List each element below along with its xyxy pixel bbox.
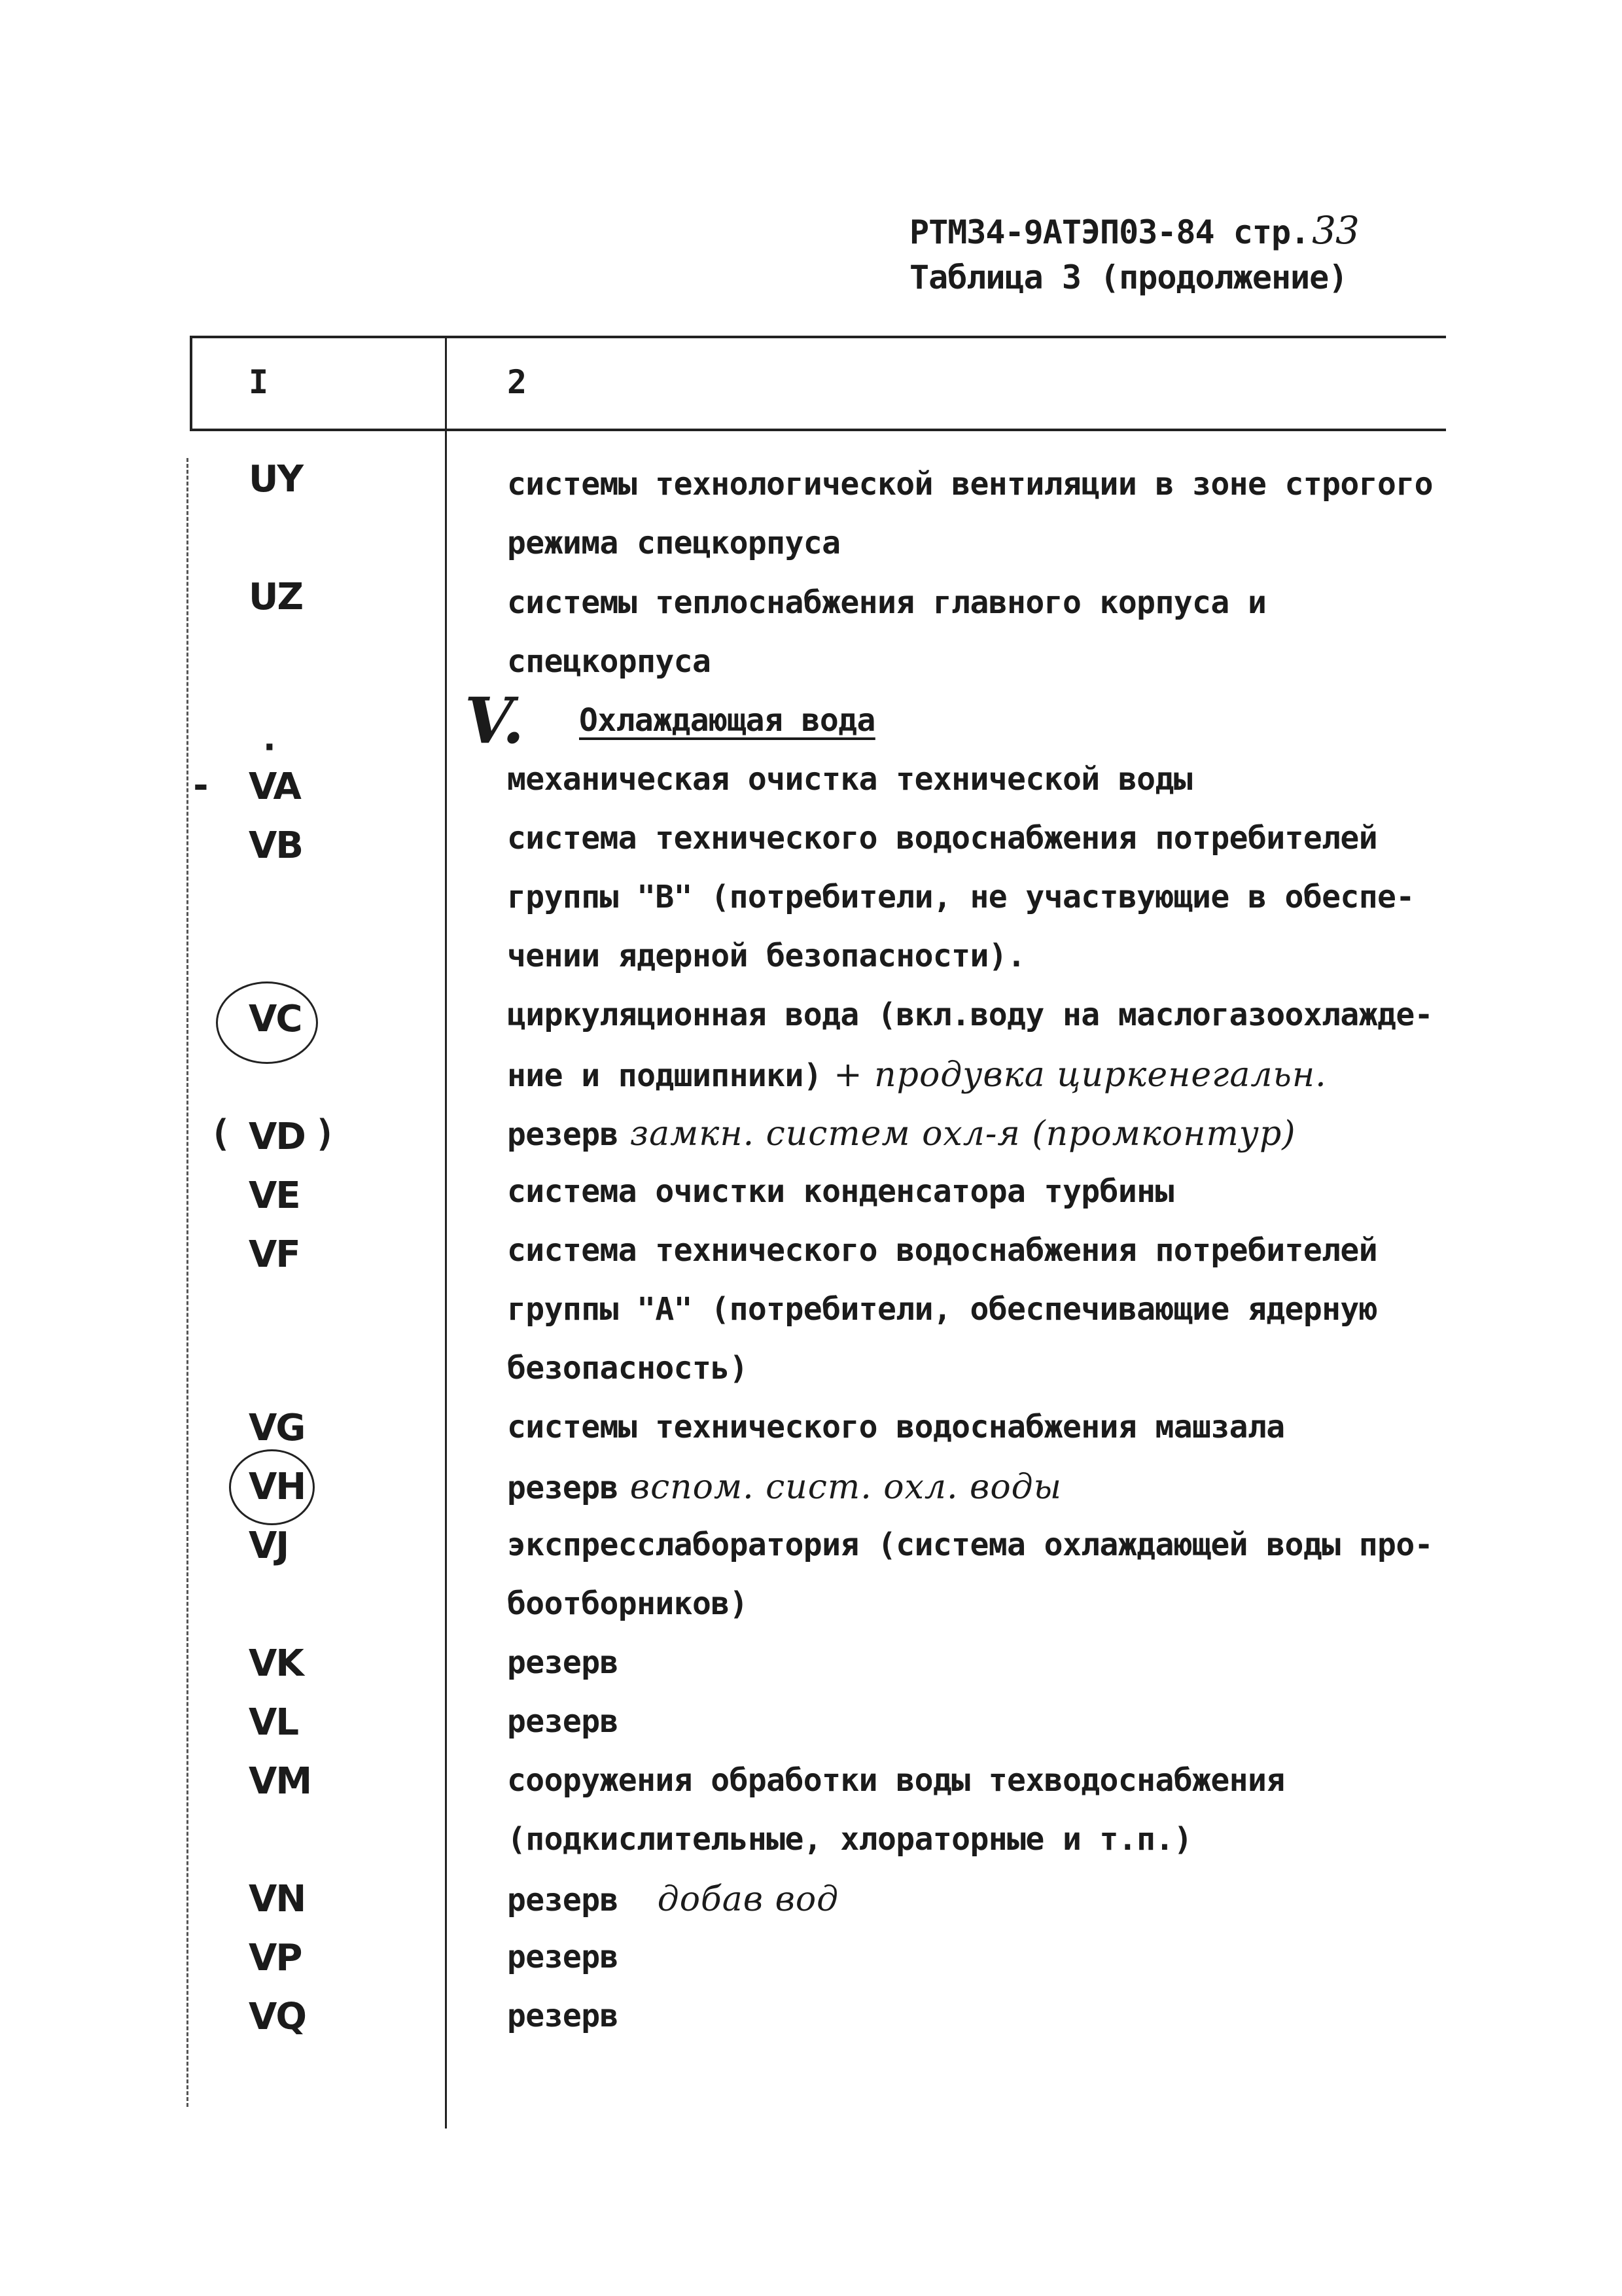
row-text: системы теплоснабжения главного корпуса и — [507, 584, 1267, 621]
row-text — [507, 1055, 1327, 1095]
column-header-2: 2 — [507, 363, 527, 401]
row-text: резерв — [507, 1998, 618, 2034]
row-text-printed: резерв — [507, 1116, 618, 1153]
row-text-printed: резерв — [507, 1470, 618, 1506]
row-code: UZ — [249, 576, 303, 618]
table-left-border — [190, 336, 192, 431]
row-text: группы "В" (потребители, не участвующие в обеспе- — [507, 879, 1415, 915]
pen-dot: · — [258, 726, 281, 769]
table-caption: Таблица 3 (продолжение) — [909, 258, 1348, 296]
row-code: VN — [249, 1878, 306, 1920]
left-margin-marks — [186, 458, 188, 2107]
row-code: VH — [249, 1466, 306, 1508]
handwritten-note: добав вод — [657, 1880, 839, 1919]
doc-ref-text: РТМ34-9АТЭП03-84 стр. — [909, 213, 1310, 251]
pen-dash: - — [190, 764, 212, 807]
pen-paren-close: ) — [314, 1112, 336, 1155]
row-code: VG — [249, 1407, 305, 1449]
row-text: безопасность) — [507, 1350, 748, 1386]
row-text: экспресслаборатория (система охлаждающей воды про- — [507, 1527, 1433, 1563]
row-text: система технического водоснабжения потребителей — [507, 1232, 1378, 1269]
handwritten-note: замкн. систем охл-я (промконтур) — [629, 1114, 1296, 1154]
row-code: VE — [249, 1174, 300, 1217]
row-text — [507, 1880, 839, 1919]
row-text — [507, 1114, 1296, 1154]
row-text-printed: ние и подшипники) — [507, 1057, 822, 1094]
row-code: VM — [249, 1760, 311, 1803]
row-code: VP — [249, 1937, 302, 1979]
row-text: (подкислительные, хлораторные и т.п.) — [507, 1821, 1193, 1858]
row-code: VJ — [249, 1525, 289, 1567]
table-header-rule — [190, 429, 1446, 431]
row-text: спецкорпуса — [507, 643, 711, 680]
column-header-1: I — [249, 363, 269, 401]
row-text: системы технического водоснабжения машзала — [507, 1409, 1285, 1445]
row-code: VL — [249, 1701, 298, 1744]
row-text: чении ядерной безопасности). — [507, 938, 1026, 974]
row-text: система очистки конденсатора турбины — [507, 1173, 1174, 1210]
row-text: система технического водоснабжения потребителей — [507, 820, 1378, 857]
row-text: резерв — [507, 1939, 618, 1975]
section-title-text: Охлаждающая вода — [579, 702, 875, 739]
row-text: режима спецкорпуса — [507, 525, 841, 561]
row-text: механическая очистка технической воды — [507, 761, 1193, 798]
handwritten-page-number: 33 — [1312, 208, 1359, 253]
row-text: циркуляционная вода (вкл.воду на маслогазоохлажде- — [507, 997, 1433, 1033]
pen-paren-open: ( — [209, 1112, 232, 1155]
table-top-rule — [190, 336, 1446, 338]
row-text-printed: резерв — [507, 1882, 618, 1918]
row-code: VA — [249, 766, 300, 808]
handwritten-note: вспом. сист. охл. воды — [629, 1468, 1062, 1507]
handwritten-section-mark: V. — [465, 684, 525, 758]
row-code: VD — [249, 1116, 305, 1158]
row-code: UY — [249, 458, 303, 501]
row-code: VK — [249, 1642, 303, 1685]
row-code: VB — [249, 824, 303, 867]
document-reference — [909, 208, 1359, 253]
row-text: группы "А" (потребители, обеспечивающие ядерную — [507, 1291, 1378, 1328]
column-divider — [445, 336, 447, 2128]
row-text: резерв — [507, 1703, 618, 1740]
row-text: резерв — [507, 1644, 618, 1681]
row-code: VF — [249, 1233, 300, 1276]
row-text: боотборников) — [507, 1585, 748, 1622]
row-code: VQ — [249, 1996, 306, 2038]
row-code: VC — [249, 998, 302, 1040]
handwritten-note: + продувка циркенегальн. — [834, 1055, 1327, 1095]
row-text — [507, 1468, 1062, 1507]
row-text: системы технологической вентиляции в зоне строгого — [507, 466, 1433, 503]
section-title — [579, 702, 875, 739]
row-text: сооружения обработки воды техводоснабжения — [507, 1762, 1285, 1799]
